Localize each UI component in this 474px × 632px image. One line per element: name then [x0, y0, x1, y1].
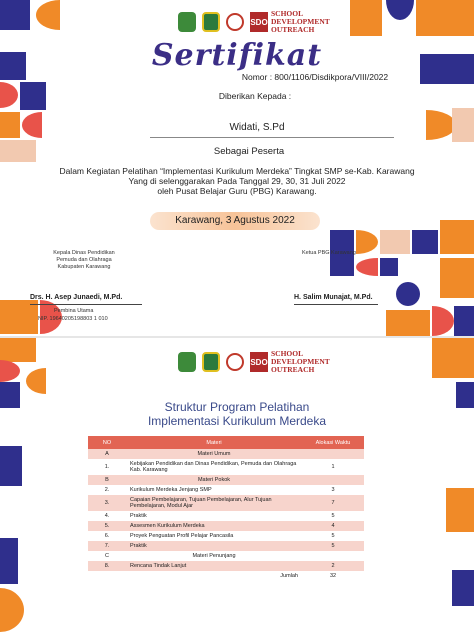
table-row	[88, 551, 364, 561]
cell-materi: Proyek Penguatan Profil Pelajar Pancasila	[126, 531, 302, 541]
structure-table	[88, 436, 364, 581]
cell-no: 7.	[88, 541, 126, 551]
sdo-text: SCHOOL DEVELOPMENT OUTREACH	[271, 349, 330, 374]
cell-materi: Praktik	[126, 511, 302, 521]
sdo-mark: SDO	[250, 352, 268, 372]
table-row	[88, 561, 364, 571]
sdo-logo	[250, 10, 330, 34]
cell-no: A	[88, 449, 126, 459]
table-row	[88, 449, 364, 459]
cell-alokasi: 1	[302, 459, 364, 475]
cell-no: 6.	[88, 531, 126, 541]
province-emblem-icon	[202, 12, 220, 32]
cell-alokasi: 5	[302, 541, 364, 551]
cell-alokasi: 5	[302, 531, 364, 541]
structure-table-body	[88, 449, 364, 581]
cell-materi: Kebijakan Pendidikan dan Dinas Pendidikan, Pemuda dan Olahraga Kab. Karawang	[126, 459, 302, 475]
cell-no: 3.	[88, 495, 126, 511]
cell-materi: Materi Penunjang	[126, 551, 302, 561]
right-signer-name: H. Salim Munajat, M.Pd.	[294, 294, 373, 301]
cell-materi: Materi Pokok	[126, 475, 302, 485]
cell-no: B	[88, 475, 126, 485]
right-signer-line	[294, 304, 378, 305]
cell-no	[88, 571, 126, 581]
cell-materi: Rencana Tindak Lanjut	[126, 561, 302, 571]
cell-materi: Assesmen Kurikulum Merdeka	[126, 521, 302, 531]
recipient-role: Sebagai Peserta	[213, 146, 285, 157]
left-signer-title: Kepala Dinas Pendidikan Pemuda dan Olahraga Kabupaten Karawang	[53, 250, 115, 270]
sdo-mark: SDO	[250, 12, 268, 32]
structure-page	[0, 338, 474, 632]
regional-emblem-icon	[178, 352, 196, 372]
header-materi: Materi	[126, 436, 302, 449]
cell-materi: Materi Umum	[126, 449, 302, 459]
table-row	[88, 531, 364, 541]
regional-emblem-icon	[178, 12, 196, 32]
cell-materi: Praktik	[126, 541, 302, 551]
cell-alokasi: 5	[302, 511, 364, 521]
cell-alokasi: 4	[302, 521, 364, 531]
table-row	[88, 475, 364, 485]
cell-no: 5.	[88, 521, 126, 531]
sdo-logo	[250, 350, 330, 374]
cell-alokasi: 7	[302, 495, 364, 511]
round-seal-icon	[226, 13, 244, 31]
left-signer-nip: NIP. 19640205198803 1 010	[38, 316, 108, 322]
cell-alokasi: 3	[302, 485, 364, 495]
cell-materi: Jumlah	[126, 571, 302, 581]
table-row	[88, 459, 364, 475]
recipient-name: Widati, S.Pd	[229, 122, 285, 133]
right-signer-title: Ketua PBG Karawang	[302, 250, 356, 256]
cell-alokasi	[302, 475, 364, 485]
left-signer-line	[30, 304, 142, 305]
table-row	[88, 521, 364, 531]
left-signer-name: Drs. H. Asep Junaedi, M.Pd.	[30, 294, 123, 301]
table-row	[88, 511, 364, 521]
table-row	[88, 485, 364, 495]
header-alokasi: Alokasi Waktu	[302, 436, 364, 449]
cell-no: 2.	[88, 485, 126, 495]
certificate-title: Sertifikat	[151, 38, 323, 73]
cell-no: C	[88, 551, 126, 561]
cell-alokasi	[302, 551, 364, 561]
cell-no: 8.	[88, 561, 126, 571]
cell-alokasi: 2	[302, 561, 364, 571]
sdo-text: SCHOOL DEVELOPMENT OUTREACH	[271, 9, 330, 34]
cell-no: 4.	[88, 511, 126, 521]
recipient-underline	[150, 137, 394, 138]
table-header-row	[88, 436, 364, 449]
table-row	[88, 541, 364, 551]
cell-materi: Capaian Pembelajaran, Tujuan Pembelajaran, Alur Tujuan Pembelajaran, Modul Ajar	[126, 495, 302, 511]
header-logos	[178, 10, 330, 34]
cell-materi: Kurikulum Merdeka Jenjang SMP	[126, 485, 302, 495]
round-seal-icon	[226, 353, 244, 371]
cell-alokasi	[302, 449, 364, 459]
table-row	[88, 495, 364, 511]
certificate-body: Dalam Kegiatan Pelatihan “Implementasi Kurikulum Merdeka” Tingkat SMP se-Kab. Karawang Yang di selenggarakan Pada Tanggal 29, 30, 31 Juli 2022 oleh Pusat Belajar Guru (PBG) Karawang.	[59, 166, 415, 196]
structure-title: Struktur Program Pelatihan Implementasi Kurikulum Merdeka	[147, 400, 327, 428]
certificate-number: Nomor : 800/1106/Disdikpora/VIII/2022	[241, 72, 389, 82]
cell-no: 1.	[88, 459, 126, 475]
certificate-date: Karawang, 3 Agustus 2022	[150, 212, 320, 230]
cell-alokasi: 32	[302, 571, 364, 581]
given-to-label: Diberikan Kepada :	[218, 91, 292, 101]
table-row	[88, 571, 364, 581]
province-emblem-icon	[202, 352, 220, 372]
header-no: NO	[88, 436, 126, 449]
left-signer-rank: Pembina Utama	[54, 308, 94, 314]
header-logos-2	[178, 350, 330, 374]
